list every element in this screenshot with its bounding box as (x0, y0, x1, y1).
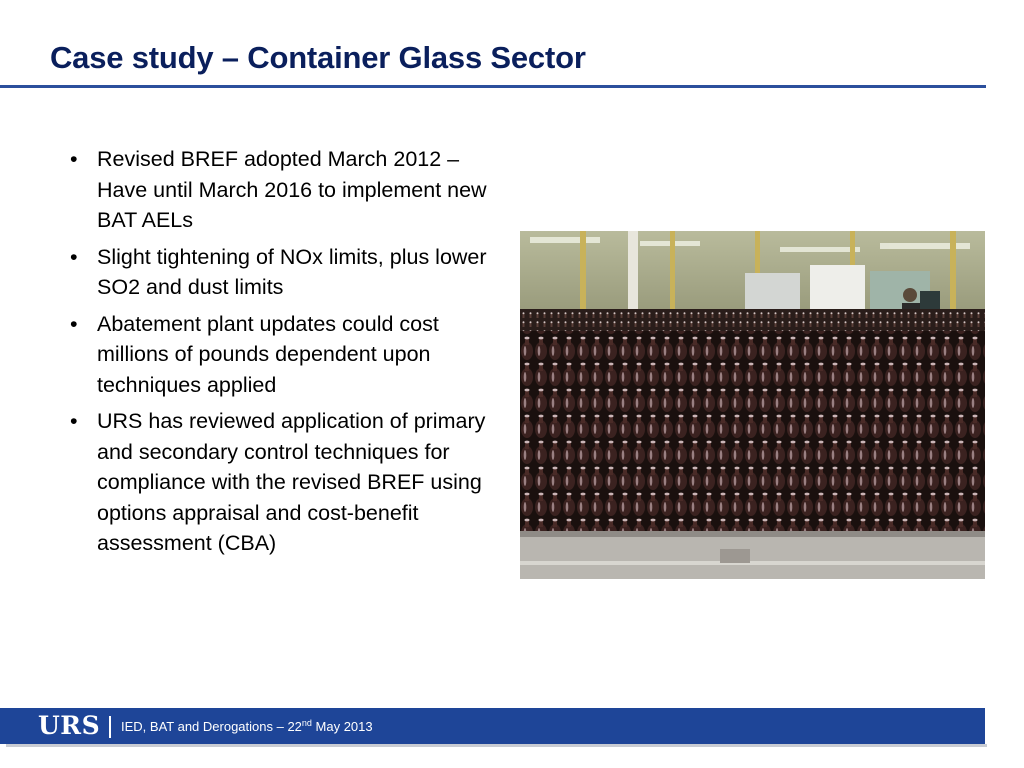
footer-text-main: IED, BAT and Derogations – 22 (121, 719, 302, 734)
urs-logo: URS (38, 711, 101, 740)
footer-divider (109, 716, 111, 738)
bullet-marker: • (70, 311, 78, 336)
bullet-text: Revised BREF adopted March 2012 – Have until March 2016 to implement new BAT AELs (97, 147, 487, 232)
bullet-marker: • (70, 244, 78, 269)
footer-shadow (6, 744, 987, 747)
title-underline (0, 85, 986, 88)
bullet-text: URS has reviewed application of primary and secondary control techniques for compliance with the revised BREF using options appraisal and cost-benefit assessment (CBA) (97, 409, 486, 555)
bullet-list (70, 144, 500, 565)
slide-title: Case study – Container Glass Sector (50, 40, 586, 75)
bullet-text: Abatement plant updates could cost millions of pounds dependent upon techniques applied (97, 311, 439, 397)
bullet-text: Slight tightening of NOx limits, plus lower SO2 and dust limits (97, 244, 487, 299)
footer-text-superscript: nd (301, 718, 312, 728)
bullet-item (70, 406, 500, 559)
bullet-item (70, 309, 500, 401)
bullet-item (70, 144, 500, 236)
footer-caption (121, 716, 373, 738)
glass-bottles-factory-photo (520, 231, 985, 579)
bullet-marker: • (70, 147, 78, 171)
bullet-marker: • (70, 409, 78, 433)
footer-text-date: May 2013 (311, 719, 373, 734)
bullet-item (70, 242, 500, 303)
